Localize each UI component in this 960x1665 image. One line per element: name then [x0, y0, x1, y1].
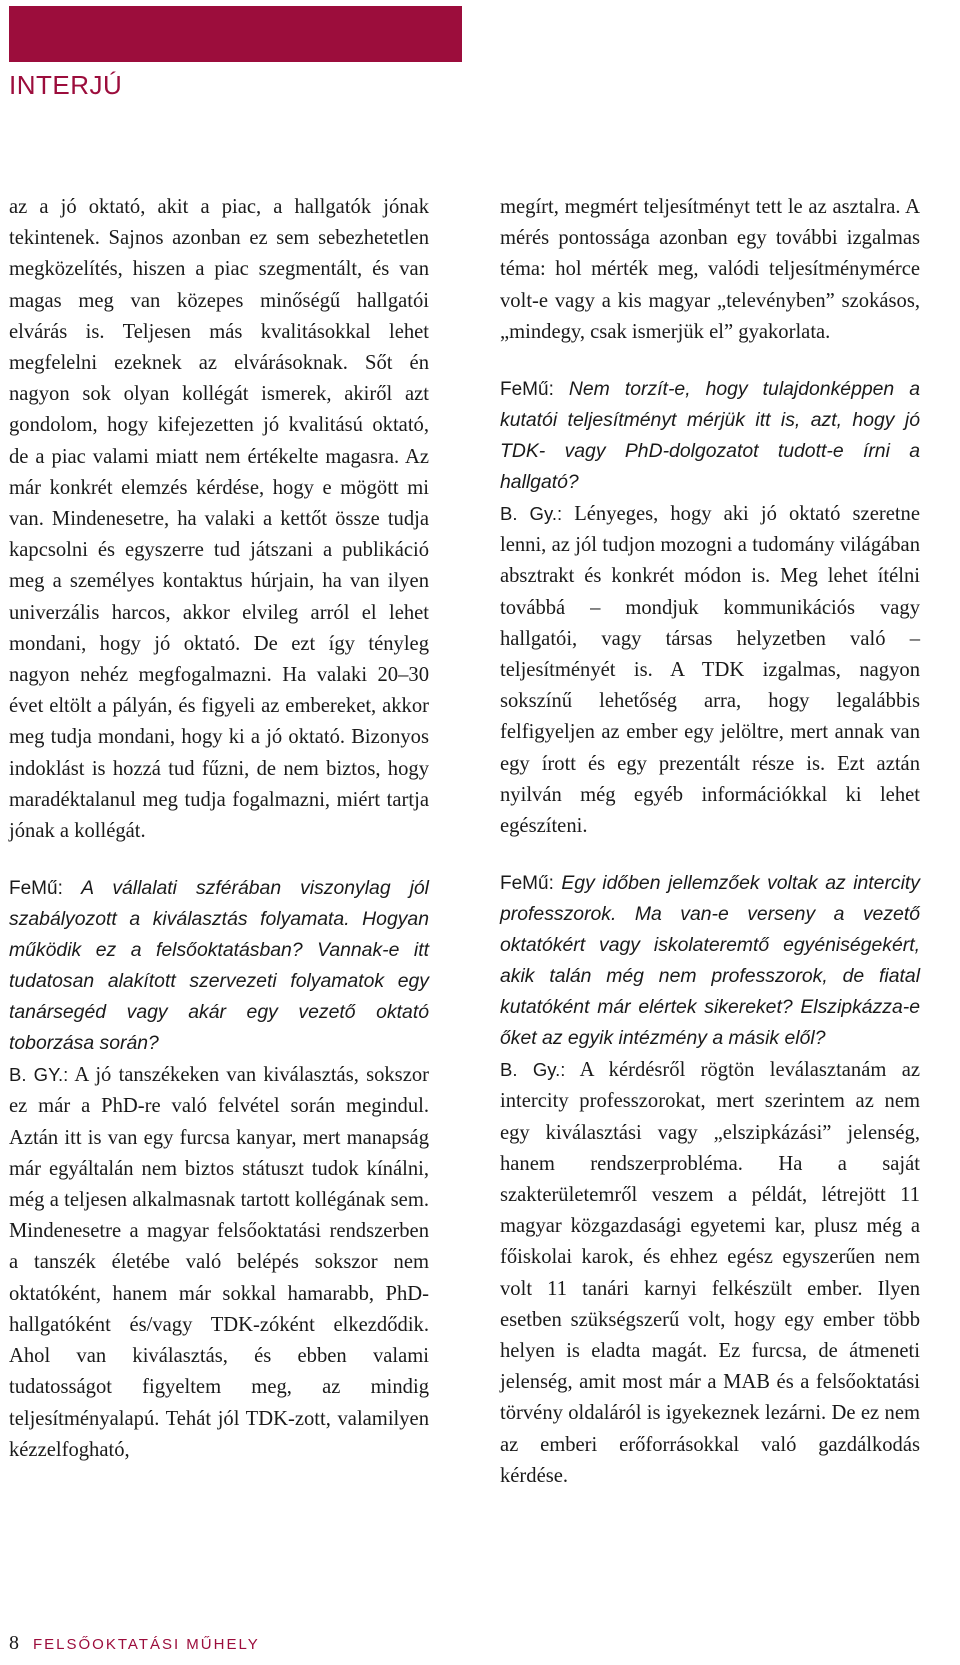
answer-speaker: B. Gy.:: [500, 1059, 566, 1081]
answer-text: A kérdésről rögtön leválasztanám az intercity professzorokat, mert szerintem az nem egy kiválasztási vagy „elszipkázási” jelenség, hanem rendszerprobléma. Ha a saját szakterületemről veszem a példát, létrejött 11 magyar közgazdasági egyetemi kar, plusz még a főiskolai karok, és ehhez egész egyszerűen nem volt 11 tanári karnyi felkészült ember. Ilyen esetben szükségszerű volt, hogy egy ember több helyen is eladta magát. Ez furcsa, de átmeneti jelenség, amit most már a MAB és a felsőoktatási törvény oldaláról is igyekeznek lezárni. De ez nem az emberi erőforrásokkal való gazdálkodás kérdése.: [500, 1059, 921, 1487]
header-banner: [9, 6, 462, 62]
section-title: INTERJÚ: [9, 70, 123, 100]
page-number: 8: [9, 1632, 19, 1654]
answer-speaker: B. Gy.:: [500, 503, 563, 525]
question-text: A vállalati szférában viszonylag jól szabályozott a kiválasztás folyamata. Hogyan működik ez a felsőoktatásban? Vannak-e itt tudatosan alakított szervezeti folyamatok egy tanársegéd vagy akár egy vezető oktató toborzása során?: [9, 877, 429, 1055]
question-speaker: FeMű:: [500, 873, 554, 895]
answer-text: A jó tanszékeken van kiválasztás, sokszor ez már a PhD-re való felvétel során megindul. Aztán itt is van egy furcsa kanyar, mert manapság már egyáltalán nem biztos státuszt tudok kínálni, még a teljesen alkalmasnak tartott kollégának sem. Mindenesetre a magyar felsőoktatási rendszerben a tanszék életébe való belépés sokszor nem oktatóként, hanem már sokkal hamarabb, PhD-hallgatóként és/vagy TDK-zóként elkezdődik. Ahol van kiválasztás, és ebben valami tudatosságot figyeltem meg, az mindig teljesítményalapú. Tehát jól TDK-zott, valamilyen kézzelfogható,: [9, 1064, 429, 1461]
answer-text: Lényeges, hogy aki jó oktató szeretne lenni, az jól tudjon mozogni a tudomány világában absztrakt és konkrét módon is. Meg lehet ítélni továbbá – mondjuk kommunikációs vagy hallgatói, vagy társas helyzetben való – teljesítményét is. A TDK izgalmas, nagyon sokszínű lehetőség arra, hogy legalábbis felfigyeljen az ember egy jelöltre, mert annak van egy írott és egy prezentált része is. Ezt aztán nyilván még egyéb információkkal ki lehet egészíteni.: [500, 503, 920, 838]
interview-question: [500, 868, 920, 1054]
question-text: Nem torzít-e, hogy tulajdonképpen a kutatói teljesítményt mérjük itt is, azt, hogy jó TDK- vagy PhD-dolgozatot tudott-e írni a hallgató?: [500, 378, 921, 494]
question-text: Egy időben jellemzőek voltak az intercity professzorok. Ma van-e verseny a vezető oktatókért vagy iskolateremtő egyéniségekért, akik talán még nem professzorok, de fiatal kutatóként már elértek sikereket? Elszipkázza-e őket az egyik intézmény a másik elől?: [500, 872, 921, 1050]
left-column: [9, 192, 429, 1466]
right-column: [500, 192, 920, 1492]
page-footer: [9, 1632, 260, 1655]
interview-question: [9, 873, 429, 1059]
interview-question: [500, 374, 920, 498]
question-speaker: FeMű:: [500, 379, 554, 401]
body-paragraph: az a jó oktató, akit a piac, a hallgatók jónak tekintenek. Sajnos azonban ez sem sebezhetetlen megközelítés, hiszen a piac szegmentált, és van magas meg van közepes minőségű hallgatói elvárás is. Teljesen más kvalitásokkal lehet megfelelni ezeknek az elvárásoknak. Sőt én nagyon sok olyan kollégát ismerek, akiről azt gondolom, hogy kifejezetten jó kvalitású oktató, de a piac valami miatt nem értékelte magasra. Az már konkrét elemzés kérdése, hogy e mögött mi van. Mindenesetre, ha valaki a kettőt össze tudja kapcsolni és egyszerre tud játszani a publikáció meg a személyes kontaktus húrjain, ha van ilyen univerzális harcos, akkor elvileg arról el lehet mondani, hogy jó oktató. De ezt így tényleg nagyon nehéz megfogalmazni. Ha valaki 20–30 évet eltölt a pályán, és figyeli az embereket, akkor meg tudja mondani, hogy ki a jó oktató. Bizonyos indoklást is hozzá tud fűzni, de nem biztos, hogy maradéktalanul meg tudja fogalmazni, miért tartja jónak a kollégát.: [9, 196, 429, 843]
publication-name: FELSŐOKTATÁSI MŰHELY: [33, 1636, 260, 1653]
body-paragraph: megírt, megmért teljesítményt tett le az asztalra. A mérés pontossága azonban egy további izgalmas téma: hol mérték meg, valódi teljesítménymérce volt-e vagy a kis magyar „televényben” szokásos, „mindegy, csak ismerjük el” gyakorlata.: [500, 196, 920, 343]
answer-speaker: B. GY.:: [9, 1064, 69, 1086]
interview-answer: [500, 1054, 920, 1492]
interview-answer: [9, 1059, 429, 1466]
question-speaker: FeMű:: [9, 878, 63, 900]
interview-answer: [500, 498, 920, 842]
